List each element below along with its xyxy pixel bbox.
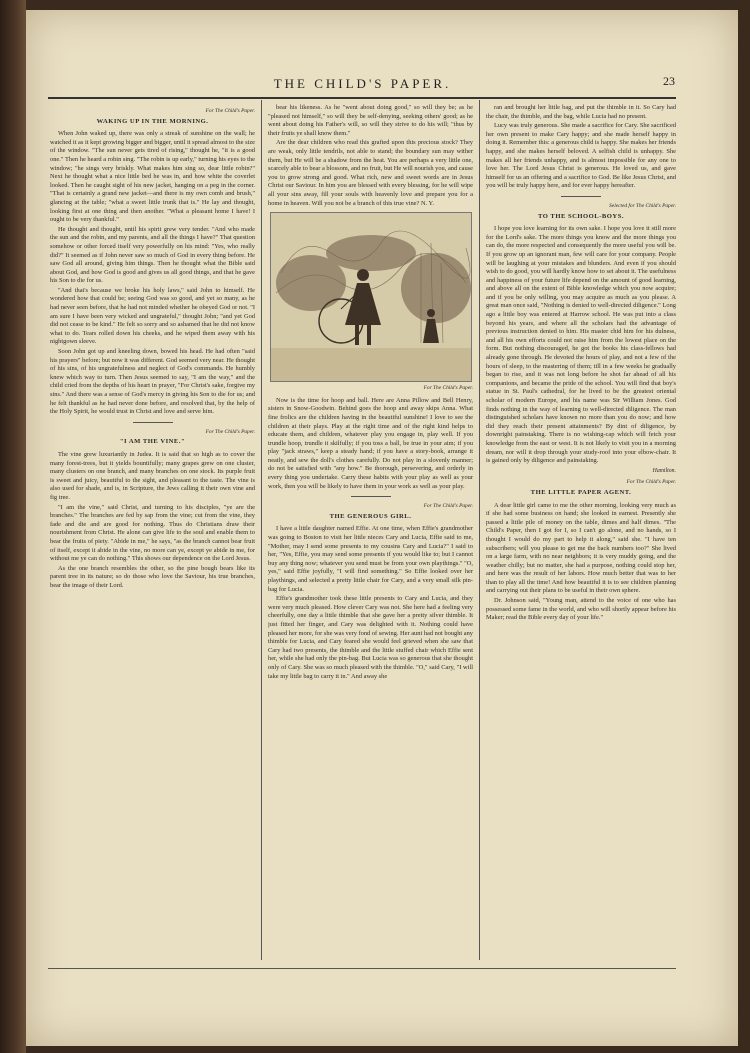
article-heading: "I AM THE VINE." [119, 438, 186, 446]
footer-rule [48, 968, 676, 969]
paragraph: Soon John got up and kneeling down, bowed his head. He had often "said his prayers" before; but now it was different. God seemed very near. He thought of his sins, of his ungratefulness and neglect of God's commands. He humbly knew which way to turn. Then Jesus seemed to say, "I am the way," and the child cried from the depths of his heart in prayer, "For Christ's sake, forgive my sins." And there was a sense of God's mercy in giving his Son to die for us; and he felt thankful as he had never done before, and resolved that, by the help of the Holy Spirit, he would trust in Christ and love and serve him. [50, 348, 255, 416]
separator [133, 422, 173, 423]
source-note: For The Child's Paper. [423, 503, 473, 510]
paragraph: He thought and thought, until his spirit grew very tender. "And who made the sun and the robin, and my parents, and all the things I have?" That question somehow or other forced itself very powerfully on his mind: "Yes, who really did?" It seemed as if John never saw so much of God in every thing before. He saw God all around, giving him things. Then he thought what the Bible said about God, and how God is good and gives us all good things, and that he gave his Son to die for us. [50, 225, 255, 285]
column-rule [261, 100, 262, 960]
paragraph: When John waked up, there was only a streak of sunshine on the wall; he watched it as it kept growing bigger and bigger, until it spread almost to the size of the window. "The sun never gets tired of rising," thought he, "it is a good one." Then he heard a robin sing. "The robin is up early," turning his eyes to the window; "he sings very briskly. What makes him sing so, dear little robin?" Next he thought what a nice little bed he was in, and how white the coverlet looked. Then he caught sight of his new jacket, hanging on a peg in the corner. "That is certainly a grand new jacket—and there is my own comb and brush," glancing at the table; "what a sweet little trunk that is." He lay and thought, looking first at one thing and then another. "What a pleasant home I have! I ought to be very thankful." [50, 130, 255, 224]
paragraph: A dear little girl came to me the other morning, looking very much as if she had some business on hand; she looked in earnest. Presently she passed a little pile of money on the table, dimes and half dimes. "The Child's Paper, then I got for I, so I can't go alone, and no hands, so I thought I would do my part to help it along," said she. "I have ten subscribers; will you please to get me the back numbers too?" She lived on a large farm, with no near neighbors; it is very muddy going, and the weather chilly; but no matter, she had a purpose, nothing could stop her, and here was the result of her labors. How much better that was to her than to play all the time! And how beautiful it is to see children planning and carrying out their plans to be useful in their own sphere. [486, 501, 676, 595]
article-heading: THE GENEROUS GIRL. [329, 512, 412, 520]
page-header [50, 72, 675, 98]
paragraph: bear his likeness. As he "went about doing good," so will they be; as he "pleased not himself," so will they be self-denying, seeking others' good; as he went about doing his Father's will, so will they strive to do his will; "thus by their fruits ye shall know them." [268, 104, 473, 137]
paragraph: "And that's because we broke his holy laws," said John to himself. He wondered how that could be; seeing God was so good, and yet so many, as he had never seen before, that he had not minded whether he obeyed God or not. "I am sure I have been very wicked and ungrateful," thought John; "and yet God did not cease to be kind." He felt so sorry and so ashamed that he did not know what to do. Tears rolled down his cheeks, and he wiped them away with his nightgown sleeve. [50, 286, 255, 346]
column-1 [50, 104, 255, 964]
paragraph: Lucy was truly generous. She made a sacrifice for Cary. She sacrificed her own present to make Cary happy; and she made herself happy in doing it. Remember this: a generous child is happy. She makes her friends happy, and she makes herself beloved. A selfish child is unhappy. She makes all her friends unhappy, and is almost impossible for any one to love her. The Lord Jesus Christ is generous. He loved us, and gave himself for us an offering and a sacrifice to God. Be like Jesus Christ, and you will be truly happy here, and for ever happy hereafter. [486, 122, 676, 190]
paragraph: I hope you love learning for its own sake. I hope you love it still more for the Lord's sake. The more things you know and the more things you can do, the more respected and consequently the more useful you will be. If you grow up an ignorant man, few will care for your company. People will be laughing at your mistakes and blunders. And even if you should wish to do good, you will hardly know how to set about it. The usefulness and happiness of your future life depend on the amount of good learning, and above all on the extent of Bible knowledge which you now acquire; and if you be only willing, you may acquire as much as you please. A great man once said, "Nothing is denied to well-directed diligence." Long ago a little boy was entered at Harrow school. He was put into a class beyond his years, and where all the scholars had the advantage of previous instruction denied to him. His master chid him for his dulness, and all his own efforts could not raise him from the lowest place on the form. But nothing discouraged, he got the books his class-fellows had already gone through. He devoted the hours of play, and not a few of the hours of sleep, to the mastering of them; till in a few weeks he gradually began to rise, and it was not long before he shot far ahead of all his companions, and became the pride of the school. You will find that boy's statue in St. Paul's cathedral, for he lived to be the greatest oriental scholar of modern Europe, and his name was Sir William Jones. God finds nothing in the way of learning to well-directed diligence. The man distinguished scholars have known no more than you do now; and how did they reach their present attainments? By dint of diligence, by downright painstaking. There is no wishing-cap which will fetch your knowledge from the east or west. It is not likely to visit you in a morning dream, nor will it drop through your study-roof into your elbow-chair. It is gained only by diligence and painstaking. [486, 225, 676, 465]
running-title: THE CHILD'S PAPER. [273, 76, 452, 91]
page-number: 23 [663, 74, 675, 88]
source-note: For The Child's Paper. [205, 108, 255, 114]
separator [351, 496, 391, 497]
paragraph: Dr. Johnson said, "Young man, attend to the voice of one who has possessed some fame in the world, and who will shortly appear before his Maker; read the Bible every day of your life." [486, 597, 676, 622]
paragraph: Effie's grandmother took these little presents to Cary and Lucia, and they were very much pleased. How clever Cary was not. She here had a feeling very cheerfully, one day a little thimble that she gave her a pretty silver thimble. It just fitted her finger, and Cary was delighted with it. Nothing could have pleased her more, for she was very fond of sewing. Her aunt had not bought any thimble for Lucia, and Cary feared she would feel grieved when she saw that Cary had two presents, the thimble and the little stuffed chair which Effie sent her, while she had only the pin-bag. But Lucia was so generous that she thought only of Cary. She was so much pleased with the thimble. "O," said Cary, "I will take my little bag to carry it in." And away she [268, 595, 473, 680]
illustration-caption: For The Child's Paper. [423, 385, 473, 392]
paragraph: Now is the time for hoop and ball. Here are Anna Pillow and Bell Henry, sisters in Snow-Goodwin. Behind goes the hoop and away skips Anna. What fine frolics are the children having in the beautiful sunshine! I love to see the children at their plays. Play at the right time and of the right kind helps to educate them, and children, whatever play you engage in, play well. If you trundle hoop, trundle it skilfully; if you toss a ball, be true in your aim; if you play "jack straws," keep a steady hand; if you have a story-book, arrange it neatly, and sew the doll's clothes carefully. Do not play in a slovenly manner; do not be satisfied with "any how." Be thorough, persevering, and orderly in every thing you undertake. Carry these habits with your play as well as your work, then you will be likely to have them in your work as well as your play. [268, 396, 473, 490]
engraving-illustration [270, 212, 472, 382]
book-binding [0, 0, 26, 1053]
article-heading: TO THE SCHOOL-BOYS. [537, 212, 625, 220]
author-signature: Hamilton. [652, 467, 676, 474]
column-2 [268, 104, 473, 964]
paragraph: I have a little daughter named Effie. At one time, when Effie's grandmother was going to Boston to visit her little nieces Cary and Lucia, Effie said to me, "Mother, may I send some presents to my cousins Cary and Lucia?" I said to her, "Yes, Effie, you may send some presents if you would like to; but I cannot buy any thing now; whatever you send must be from your own playthings." "O, yes," said Effie joyfully, "I will find something." So Effie looked over her playthings, and selected a pretty little chair for Cary, and a very small silk pin-bag for Lucia. [268, 525, 473, 593]
paragraph: The vine grew luxuriantly in Judea. It is said that so high as to cover the many forest-trees, but it yields bountifully; many grapes grew on one cluster, many clusters on one branch, and many branches on one stock. Its purple fruit is sweet and juicy, beautiful to the sight, and pleasant to the taste. The vine is also used for shade, and is, in Scripture, the Jews calling it their own vine and fig tree. [50, 450, 255, 501]
source-note: For The Child's Paper. [626, 479, 676, 486]
paragraph: As the one branch resembles the other, so the pine bough bears like its parent tree in its nature; so do those who love the Saviour, his true branches, bear the image of their Lord. [50, 564, 255, 589]
source-note: Selected for The Child's Paper. [609, 202, 676, 209]
article-heading: WAKING UP IN THE MORNING. [96, 117, 209, 125]
source-note: For The Child's Paper. [205, 428, 255, 435]
header-rule [48, 97, 676, 99]
separator [561, 196, 601, 197]
paragraph: Are the dear children who read this grafted upon this precious stock? They are weak, only little tendrils, not able to stand; the boundary sun may wither them, but He will be a shadow from the heat. You are perhaps a very little one, scarcely able to bear a blossom, and no fruit, but He will nourish you, and cause you to grow strong and good. What rich, new and sweet words are in Jesus Christ our Saviour. In him you are blessed with every blessing, for he will wipe all your sins away, fill your souls with heavenly love and prepare you for a home in heaven. Will you not be a branch of this true vine? N. Y. [268, 139, 473, 207]
paragraph: "I am the vine," said Christ, and turning to his disciples, "ye are the branches." The branches are fed by sap from the vine; cut from the vine, they fade and die and are good for nothing. Thus do Christians draw their nourishment from Christ. He alone can give life to the soul and enable them to bear the fruits of piety. "Abide in me," he says, "as the branch cannot bear fruit of itself, except it abide in the vine, no more can ye, except ye abide in me, for without me ye can do nothing." This shows our dependence on the Lord Jesus. [50, 503, 255, 563]
column-3 [486, 104, 676, 964]
article-heading: THE LITTLE PAPER AGENT. [530, 488, 632, 496]
paragraph: ran and brought her little bag, and put the thimble in it. So Cary had the chair, the thimble, and the bag, while Lucia had no present. [486, 104, 676, 120]
column-rule [479, 100, 480, 960]
